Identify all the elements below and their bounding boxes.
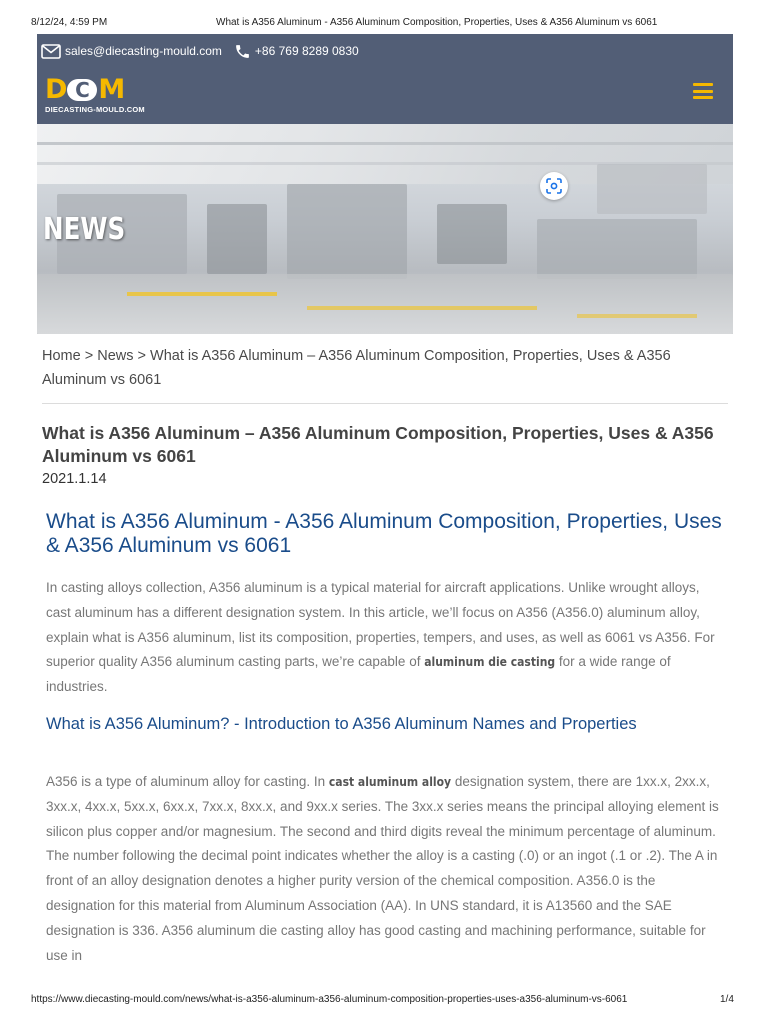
mail-icon xyxy=(41,44,61,59)
logo-subtitle: DIECASTING-MOULD.COM xyxy=(45,105,145,114)
print-datetime: 8/12/24, 4:59 PM xyxy=(31,17,108,28)
breadcrumb-separator: > xyxy=(133,348,151,364)
section-text: A356 is a type of aluminum alloy for casting. In xyxy=(46,774,329,789)
intro-paragraph xyxy=(46,576,728,700)
logo-letter-d: D xyxy=(45,74,67,105)
site-header xyxy=(37,34,733,124)
visual-search-button[interactable] xyxy=(540,172,568,200)
logo-mark xyxy=(45,74,157,105)
divider xyxy=(42,403,728,404)
phone-link[interactable]: +86 769 8289 0830 xyxy=(254,44,359,58)
site-logo[interactable] xyxy=(45,74,157,117)
contact-bar xyxy=(41,42,371,60)
cast-aluminum-alloy-link[interactable]: cast aluminum alloy xyxy=(328,775,452,789)
intro-text: In casting alloys collection, A356 aluminum is a typical material for aircraft applications. Unlike wrought alloys, cast aluminum has a different designation system. In this article, we’ll focus on A356 (A356.0) aluminum alloy, explain what is A356 aluminum, list its composition, properties, tempers, and uses, as well as 6061 vs A356. For superior quality A356 aluminum casting parts, we’re capable of xyxy=(46,580,715,670)
phone-contact[interactable] xyxy=(234,43,359,60)
hero-title: NEWS xyxy=(43,212,126,247)
post-title: What is A356 Aluminum – A356 Aluminum Composition, Properties, Uses & A356 Aluminum vs 6061 xyxy=(42,423,714,466)
print-doc-title: What is A356 Aluminum - A356 Aluminum Composition, Properties, Uses & A356 Aluminum vs 6061 xyxy=(216,17,658,28)
breadcrumb-separator: > xyxy=(80,348,98,364)
email-link[interactable]: sales@diecasting-mould.com xyxy=(65,44,222,58)
logo-letter-m: M xyxy=(98,74,125,105)
breadcrumb xyxy=(42,344,732,392)
article-heading: What is A356 Aluminum - A356 Aluminum Composition, Properties, Uses & A356 Aluminum vs 6061 xyxy=(46,510,722,557)
section-heading: What is A356 Aluminum? - Introduction to A356 Aluminum Names and Properties xyxy=(46,715,637,733)
post-date: 2021.1.14 xyxy=(42,471,107,487)
phone-icon xyxy=(234,43,251,60)
section-paragraph xyxy=(46,770,728,968)
intro-text-end: for a wide range of industries. xyxy=(46,654,671,695)
print-page-number: 1/4 xyxy=(720,994,734,1005)
section-text-end: designation system, there are 1xx.x, 2xx.x, 3xx.x, 4xx.x, 5xx.x, 6xx.x, 7xx.x, 8xx.x, and 9xx.x series. The 3xx.x series means the principal alloying element is silicon plus copper and/or magnesium. The second and third digits reveal the minimum percentage of aluminum. The number following the decimal point indicates whether the alloy is a casting (.0) or an ingot (.1 or .2). The A in front of an alloy designation denotes a higher purity version of the chemical composition. A356.0 is the designation for this material from Aluminum Association (AA). In UNS standard, it is A13560 and the SAE designation is 336. A356 aluminum die casting alloy has good casting and machining performance, suitable for use in xyxy=(46,774,719,963)
breadcrumb-home[interactable]: Home xyxy=(42,348,81,364)
aluminum-die-casting-link[interactable]: aluminum die casting xyxy=(424,655,556,670)
hero-banner xyxy=(37,124,733,334)
breadcrumb-news[interactable]: News xyxy=(97,348,134,364)
print-header xyxy=(0,14,768,30)
menu-icon[interactable] xyxy=(693,83,713,99)
breadcrumb-current: What is A356 Aluminum – A356 Aluminum Composition, Properties, Uses & A356 Aluminum vs 6061 xyxy=(42,348,671,388)
print-url: https://www.diecasting-mould.com/news/what-is-a356-aluminum-a356-aluminum-composition-properties-uses-a356-aluminum-vs-6061 xyxy=(31,994,628,1005)
scan-icon xyxy=(546,178,562,194)
email-contact[interactable] xyxy=(41,44,222,59)
print-footer xyxy=(0,992,768,1008)
logo-letter-c: C xyxy=(67,79,97,101)
